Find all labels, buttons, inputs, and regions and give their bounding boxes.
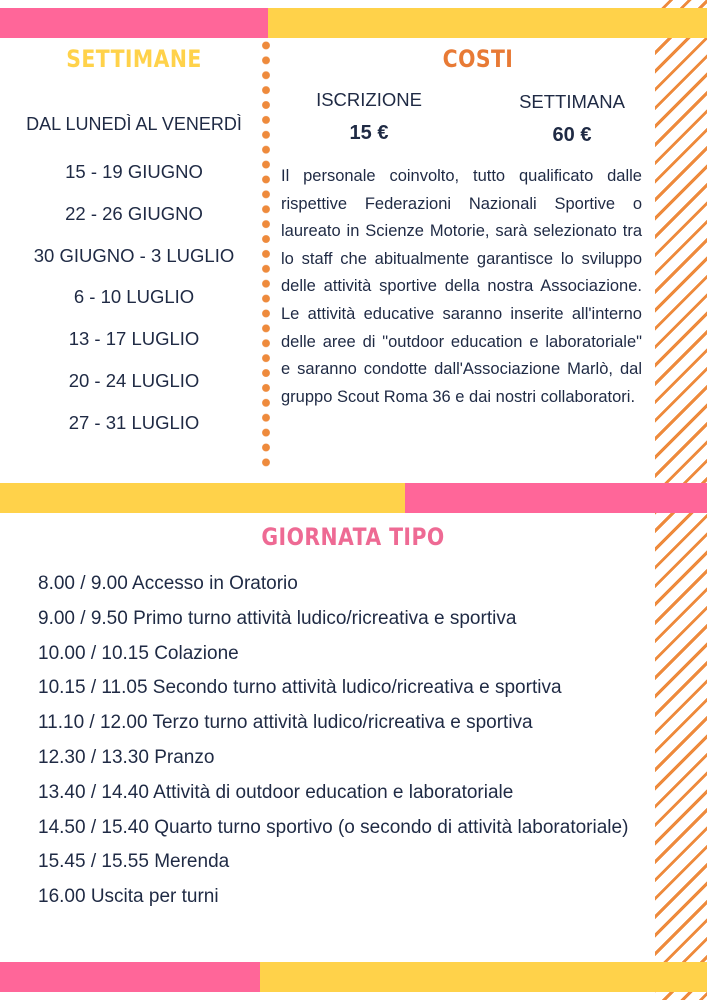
giornata-title: GIORNATA TIPO	[261, 523, 445, 551]
schedule-item: 12.30 / 13.30 Pranzo	[38, 746, 215, 768]
iscrizione-price: 15 €	[349, 122, 389, 144]
week-item: 20 - 24 LUGLIO	[68, 369, 200, 391]
week-item: 27 - 31 LUGLIO	[68, 411, 200, 433]
week-item: 22 - 26 GIUGNO	[65, 202, 203, 224]
schedule-item: 10.15 / 11.05 Secondo turno attività ludico/ricreativa e sportiva	[38, 677, 562, 699]
schedule-item: 15.45 / 15.55 Merenda	[38, 851, 230, 873]
staff-description: Il personale coinvolto, tutto qualificato dalle rispettive Federazioni Nazionali Sportive o laureato in Scienze Motorie, sarà selezionato tra lo staff che abitualmente garantisce lo sviluppo delle attività sportive della nostra Associazione. Le attività educative saranno inserite all'interno delle aree di "outdoor education e laboratoriale" e saranno condotte dall'Associazione Marlò, dal gruppo Scout Roma 36 e dai nostri collaboratori.	[281, 167, 642, 406]
iscrizione-label: ISCRIZIONE	[316, 89, 422, 110]
dotted-divider	[261, 38, 271, 470]
schedule-item: 16.00 Uscita per turni	[38, 886, 219, 908]
middle-band-pink	[405, 483, 707, 513]
schedule-item: 11.10 / 12.00 Terzo turno attività ludico/ricreativa e sportiva	[38, 712, 533, 734]
week-item: 15 - 19 GIUGNO	[65, 161, 203, 182]
week-item: 30 GIUGNO - 3 LUGLIO	[33, 244, 235, 266]
settimane-subtitle: DAL LUNEDÌ AL VENERDÌ	[26, 114, 242, 134]
schedule-item: 13.40 / 14.40 Attività di outdoor education e laboratoriale	[38, 781, 514, 803]
bottom-band-pink	[0, 962, 260, 992]
weeks-list	[0, 160, 268, 453]
schedule-list	[38, 567, 638, 915]
costi-title: COSTI	[442, 45, 514, 73]
schedule-item: 8.00 / 9.00 Accesso in Oratorio	[38, 573, 298, 594]
week-item: 6 - 10 LUGLIO	[73, 286, 195, 308]
settimana-label: SETTIMANA	[519, 91, 625, 112]
middle-band-yellow	[0, 483, 405, 513]
bottom-band-yellow	[260, 962, 707, 992]
settimana-price: 60 €	[552, 124, 592, 146]
settimane-title: SETTIMANE	[66, 45, 202, 73]
schedule-item: 9.00 / 9.50 Primo turno attività ludico/ricreativa e sportiva	[38, 607, 517, 629]
schedule-item: 10.00 / 10.15 Colazione	[38, 642, 239, 664]
week-item: 13 - 17 LUGLIO	[68, 328, 200, 350]
top-band-yellow	[268, 8, 707, 38]
top-band-pink	[0, 8, 268, 38]
schedule-item: 14.50 / 15.40 Quarto turno sportivo (o secondo di attività laboratoriale)	[38, 816, 629, 838]
